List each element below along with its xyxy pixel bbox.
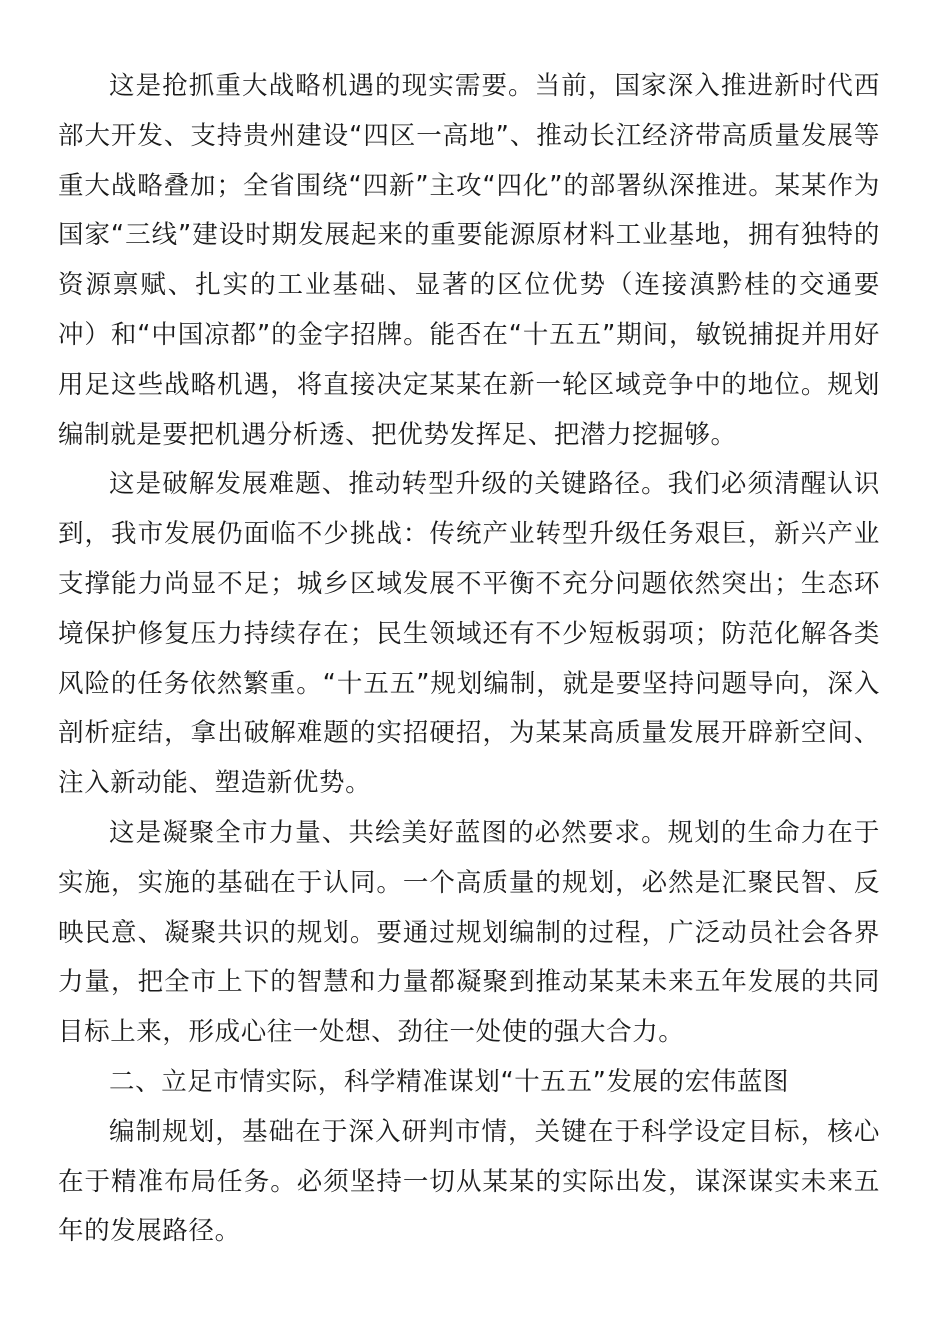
paragraph-unite-forces: 这是凝聚全市力量、共绘美好蓝图的必然要求。规划的生命力在于实施，实施的基础在于认同。一个高质量的规划，必然是汇聚民智、反映民意、凝聚共识的规划。要通过规划编制的过程，广泛动员社会各界力量，把全市上下的智慧和力量都凝聚到推动某某未来五年发展的共同目标上来，形成心往一处想、劲往一处使的强大合力。	[58, 817, 880, 1048]
paragraph-strategic-opportunity: 这是抢抓重大战略机遇的现实需要。当前，国家深入推进新时代西部大开发、支持贵州建设“四区一高地”、推动长江经济带高质量发展等重大战略叠加；全省围绕“四新”主攻“四化”的部署纵深推进。某某作为国家“三线”建设时期发展起来的重要能源原材料工业基地，拥有独特的资源禀赋、扎实的工业基础、显著的区位优势（连接滇黔桂的交通要冲）和“中国凉都”的金字招牌。能否在“十五五”期间，敏锐捕捉并用好用足这些战略机遇，将直接决定某某在新一轮区域竞争中的地位。规划编制就是要把机遇分析透、把优势发挥足、把潜力挖掘够。	[58, 71, 880, 450]
paragraph-development-challenges: 这是破解发展难题、推动转型升级的关键路径。我们必须清醒认识到，我市发展仍面临不少挑战：传统产业转型升级任务艰巨，新兴产业支撑能力尚显不足；城乡区域发展不平衡不充分问题依然突出；生态环境保护修复压力持续存在；民生领域还有不少短板弱项；防范化解各类风险的任务依然繁重。“十五五”规划编制，就是要坚持问题导向，深入剖析症结，拿出破解难题的实招硬招，为某某高质量发展开辟新空间、注入新动能、塑造新优势。	[58, 469, 880, 799]
document-page	[58, 62, 880, 1257]
paragraph-planning-basis: 编制规划，基础在于深入研判市情，关键在于科学设定目标，核心在于精准布局任务。必须坚持一切从某某的实际出发，谋深谋实未来五年的发展路径。	[58, 1116, 880, 1247]
section-heading: 二、立足市情实际，科学精准谋划“十五五”发展的宏伟蓝图	[109, 1066, 790, 1097]
